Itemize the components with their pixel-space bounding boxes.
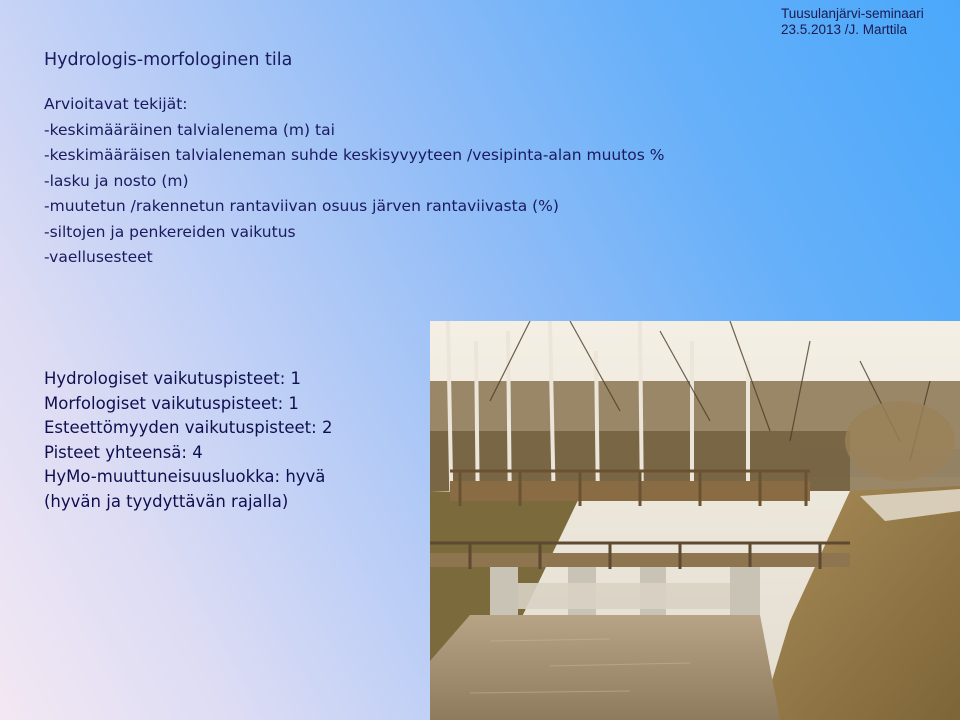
factors-list (44, 92, 665, 271)
score-hydrological: Hydrologiset vaikutuspisteet: 1 (44, 369, 302, 388)
factor-item: -keskimääräisen talvialeneman suhde keskisyvyyteen /vesipinta-alan muutos % (44, 146, 665, 164)
hymo-class: HyMo-muuttuneisuusluokka: hyvä (44, 467, 326, 486)
event-name: Tuusulanjärvi-seminaari (781, 6, 924, 21)
score-morphological: Morfologiset vaikutuspisteet: 1 (44, 393, 299, 413)
weir-bridge-photo (430, 321, 960, 720)
date-author: 23.5.2013 /J. Marttila (781, 22, 908, 37)
factor-item: -muutetun /rakennetun rantaviivan osuus järven rantaviivasta (%) (44, 197, 559, 215)
factor-item: -siltojen ja penkereiden vaikutus (44, 222, 296, 241)
factor-item: -vaellusesteet (44, 248, 153, 266)
slide-title: Hydrologis-morfologinen tila (44, 50, 293, 70)
hymo-class-note: (hyvän ja tyydyttävän rajalla) (44, 491, 289, 511)
factor-item: -keskimääräinen talvialenema (m) tai (44, 120, 335, 139)
scores-list (44, 367, 332, 514)
factor-item: -lasku ja nosto (m) (44, 171, 189, 190)
header-note (781, 6, 924, 38)
score-barrier: Esteettömyyden vaikutuspisteet: 2 (44, 418, 333, 437)
factors-heading: Arvioitavat tekijät: (44, 95, 188, 113)
score-total: Pisteet yhteensä: 4 (44, 442, 203, 462)
